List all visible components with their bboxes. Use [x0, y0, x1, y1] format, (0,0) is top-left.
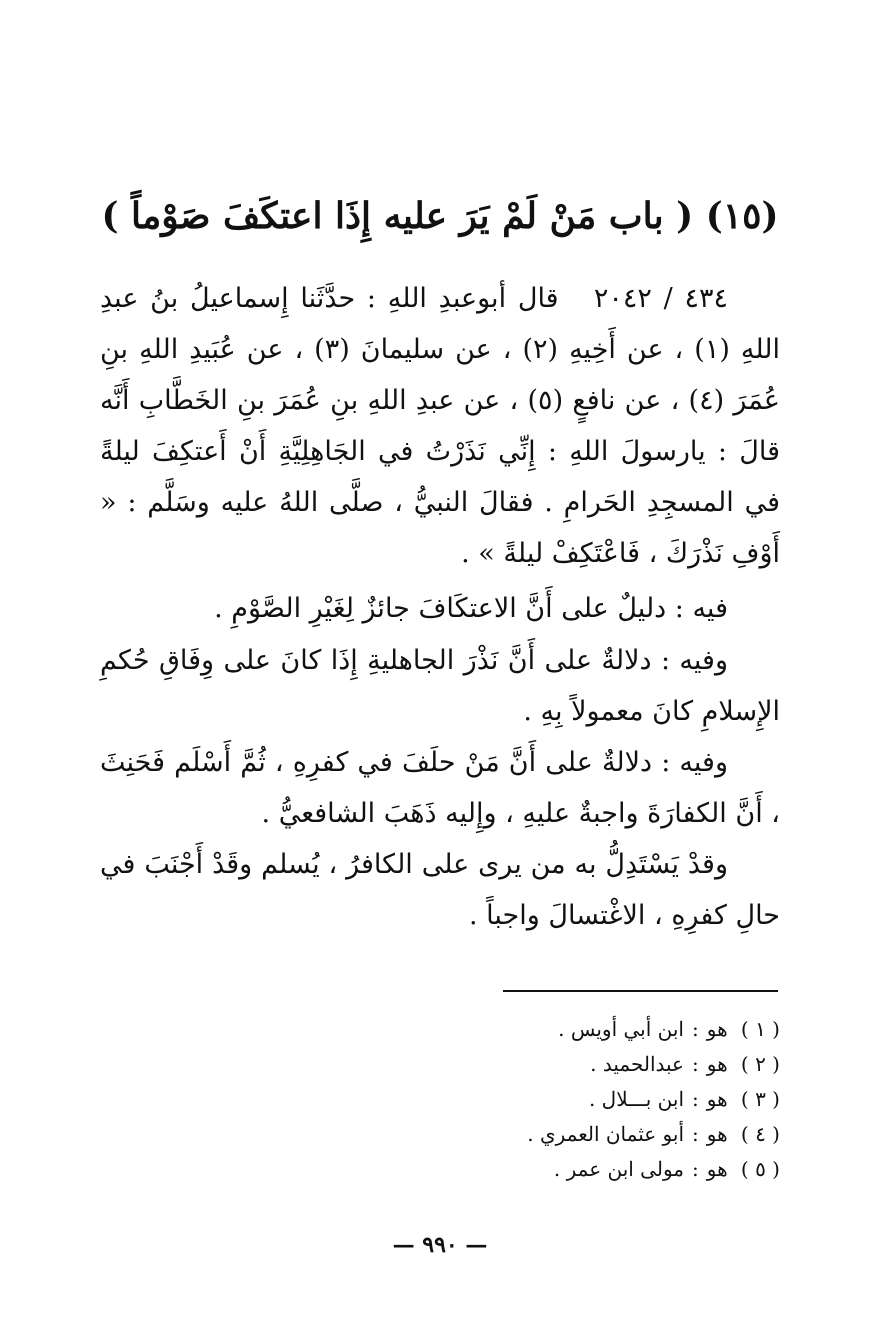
footnote-text: ابن بـــلال .	[588, 1087, 684, 1111]
commentary-paragraph	[100, 737, 780, 839]
footnotes-list	[380, 1012, 780, 1187]
footnote-number: ( ٥ )	[740, 1157, 780, 1181]
footnote-text: ابن أبي أويس .	[558, 1017, 684, 1041]
footnote-colon: :	[692, 1017, 699, 1041]
footnote-label: هو	[706, 1157, 728, 1181]
footnote-number: ( ٢ )	[740, 1052, 780, 1076]
footnote-colon: :	[692, 1157, 699, 1181]
commentary-text: وفيه : دلالةٌ على أَنَّ نَذْرَ الجاهليةِ إِذَا كانَ على وِفَاقِ حُكمِ الإِسلامِ كانَ معمولاً بِهِ .	[100, 645, 780, 727]
footnote-number: ( ١ )	[740, 1017, 780, 1041]
hadith-number: ٤٣٤ / ٢٠٤٢	[593, 283, 728, 314]
footnote-item	[380, 1117, 780, 1152]
footnote-item	[380, 1082, 780, 1117]
footnote-label: هو	[706, 1017, 728, 1041]
commentary-text: فيه : دليلٌ على أَنَّ الاعتكَافَ جائزٌ لِغَيْرِ الصَّوْمِ .	[214, 593, 728, 624]
footnote-number: ( ٣ )	[740, 1087, 780, 1111]
commentary-text: وفيه : دلالةٌ على أَنَّ مَنْ حلَفَ في كفرِهِ ، ثُمَّ أَسْلَم فَحَنِثَ ، أَنَّ الكفارَةَ واجبةٌ عليهِ ، وإِليه ذَهَبَ الشافعيُّ .	[100, 747, 780, 829]
footnote-text: عبدالحميد .	[590, 1052, 684, 1076]
footnote-colon: :	[692, 1052, 699, 1076]
commentary-paragraph	[100, 839, 780, 941]
footnote-item	[380, 1012, 780, 1047]
hadith-paragraph	[100, 273, 780, 579]
commentary-paragraph	[100, 583, 780, 634]
commentary-text: وقدْ يَسْتَدِلُّ به من يرى على الكافرُ ، يُسلم وقَدْ أَجْنَبَ في حالِ كفرِهِ ، الاغْتسالَ واجباً .	[100, 849, 780, 931]
footnote-label: هو	[706, 1122, 728, 1146]
footnote-number: ( ٤ )	[740, 1122, 780, 1146]
footnote-colon: :	[692, 1122, 699, 1146]
hadith-text: قال أبوعبدِ اللهِ : حدَّثَنا إِسماعيلُ بنُ عبدِ اللهِ (١) ، عن أَخِيهِ (٢) ، عن سليمانَ (٣) ، عن عُبَيدِ اللهِ بنِ عُمَرَ (٤) ، عن نافعٍ (٥) ، عن عبدِ اللهِ بنِ عُمَرَ بنِ الخَطَّابِ أَنَّه قالَ : يارسولَ اللهِ : إِنِّي نَذَرْتُ في الجَاهِلِيَّةِ أَنْ أَعتكِفَ ليلةً في المسجِدِ الحَرامِ . فقالَ النبيُّ ، صلَّى اللهُ عليه وسَلَّم : « أَوْفِ نَذْرَكَ ، فَاعْتَكِفْ ليلةً » .	[100, 283, 781, 569]
footnote-label: هو	[706, 1087, 728, 1111]
chapter-title: (١٥) ( باب مَنْ لَمْ يَرَ عليه إِذَا اعتكَفَ صَوْماً )	[101, 195, 779, 237]
footnote-colon: :	[692, 1087, 699, 1111]
footnote-item	[380, 1047, 780, 1082]
footnote-separator	[503, 990, 778, 992]
footnote-item	[380, 1152, 780, 1187]
page-number: — ٩٩٠ —	[392, 1232, 488, 1258]
footnote-label: هو	[706, 1052, 728, 1076]
commentary-paragraph	[100, 635, 780, 737]
footnote-text: أبو عثمان العمري .	[527, 1122, 684, 1146]
footnote-text: مولى ابن عمر .	[553, 1157, 684, 1181]
